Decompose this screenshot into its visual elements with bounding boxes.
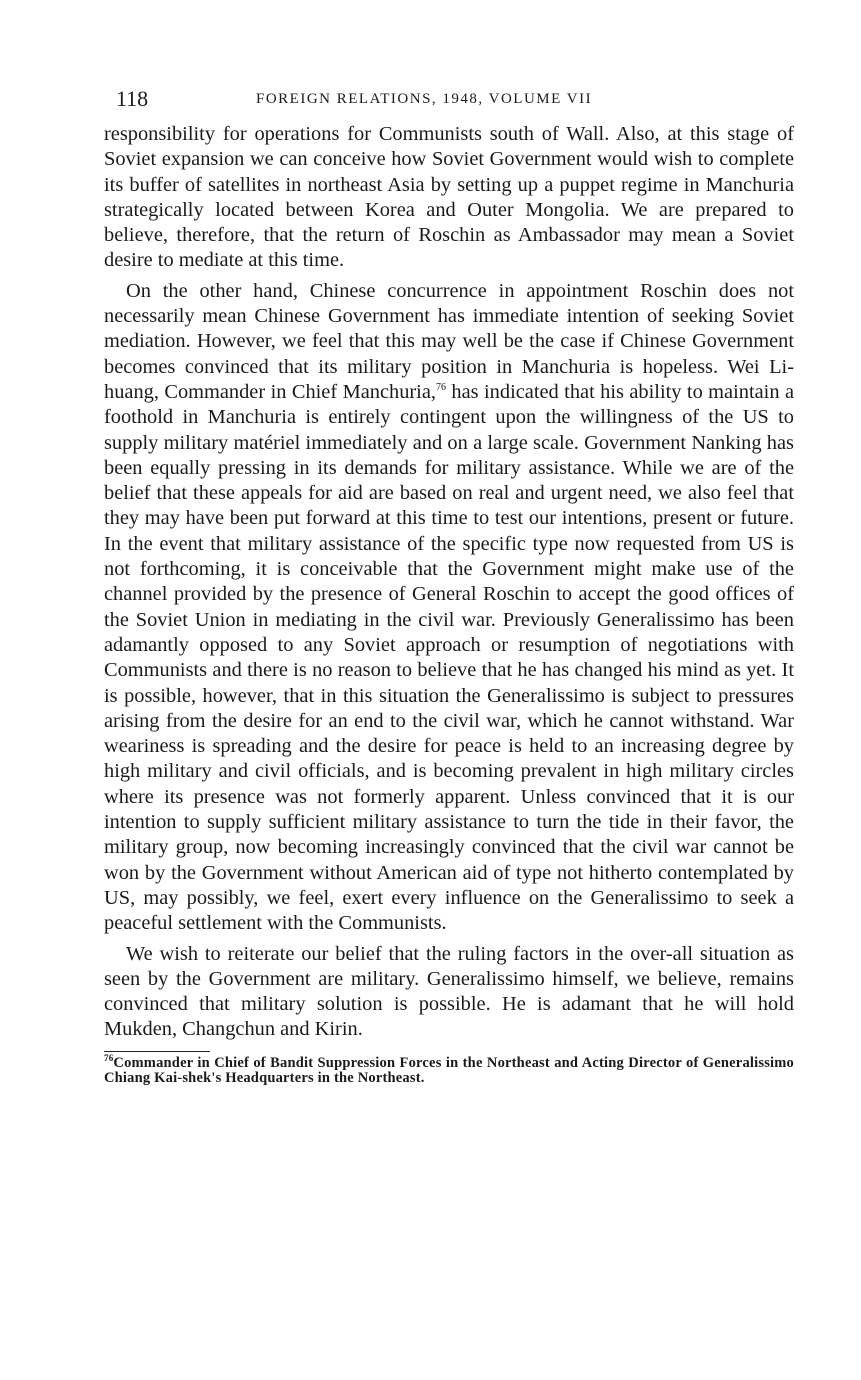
footnote-text: Commander in Chief of Bandit Suppression Forces in the Northeast and Acting Director of Generalissimo Chiang Kai-shek's Headquarters in the Northeast. — [104, 1054, 794, 1087]
footnote-marker: 76 — [104, 1052, 114, 1063]
running-title: FOREIGN RELATIONS, 1948, VOLUME VII — [256, 91, 593, 107]
footnote-reference: 76 — [436, 381, 446, 393]
document-page — [104, 86, 794, 1087]
page-number: 118 — [116, 86, 149, 111]
paragraph-2-text-b: has indicated that his ability to maintain a foothold in Manchuria is entirely contingent upon the willingness of the US to supply military matériel immediately and on a large scale. Government Nanking has been equally pressing in its demands for military assistance. While we are of the belief that these appeals for aid are based on real and urgent need, we also feel that they may have been put forward at this time to test our intentions, present or future. In the event that military assistance of the specific type now requested from US is not forthcoming, it is conceivable that the Government might make use of the channel provided by the presence of General Roschin to accept the good offices of the Soviet Union in mediating in the civil war. Previously Generalissimo has been adamantly opposed to any Soviet approach or resumption of negotiations with Communists and there is no reason to believe that he has changed his mind as yet. It is possible, however, that in this situation the Generalissimo is subject to pressures arising from the desire for an end to the civil war, which he cannot withstand. War weariness is spreading and the desire for peace is held to an increasing degree by high military and civil officials, and is becoming prevalent in high military circles where its presence was not formerly apparent. Unless convinced that it is our intention to supply sufficient military assistance to turn the tide in their favor, the military group, now becoming increasingly convinced that the civil war cannot be won by the Government without American aid of type not hitherto contemplated by US, may possibly, we feel, exert every influence on the Generalissimo to seek a peaceful settlement with the Communists. — [104, 380, 794, 935]
body-text — [104, 122, 794, 1043]
paragraph-3: We wish to reiterate our belief that the ruling factors in the over-all situation as seen by the Government are military. Generalissimo himself, we believe, remains convinced that military solution is possible. He is adamant that he will hold Mukden, Changchun and Kirin. — [104, 942, 794, 1041]
paragraph-2 — [104, 279, 794, 937]
running-header — [104, 86, 794, 120]
footnote — [104, 1052, 794, 1087]
paragraph-1: responsibility for operations for Communists south of Wall. Also, at this stage of Soviet expansion we can conceive how Soviet Government would wish to complete its buffer of satellites in northeast Asia by setting up a puppet regime in Manchuria strategically located between Korea and Outer Mongolia. We are prepared to believe, therefore, that the return of Roschin as Ambassador may mean a Soviet desire to mediate at this time. — [104, 123, 794, 272]
footnote-divider — [104, 1051, 210, 1052]
paragraph-2-text-a: On the other hand, Chinese concurrence in appointment Roschin does not necessarily mean Chinese Government has immediate intention of seeking Soviet mediation. However, we feel that this may well be the case if Chinese Government becomes convinced that its military position in Manchuria is hopeless. Wei Li-huang, Commander in Chief Manchuria, — [104, 279, 794, 403]
